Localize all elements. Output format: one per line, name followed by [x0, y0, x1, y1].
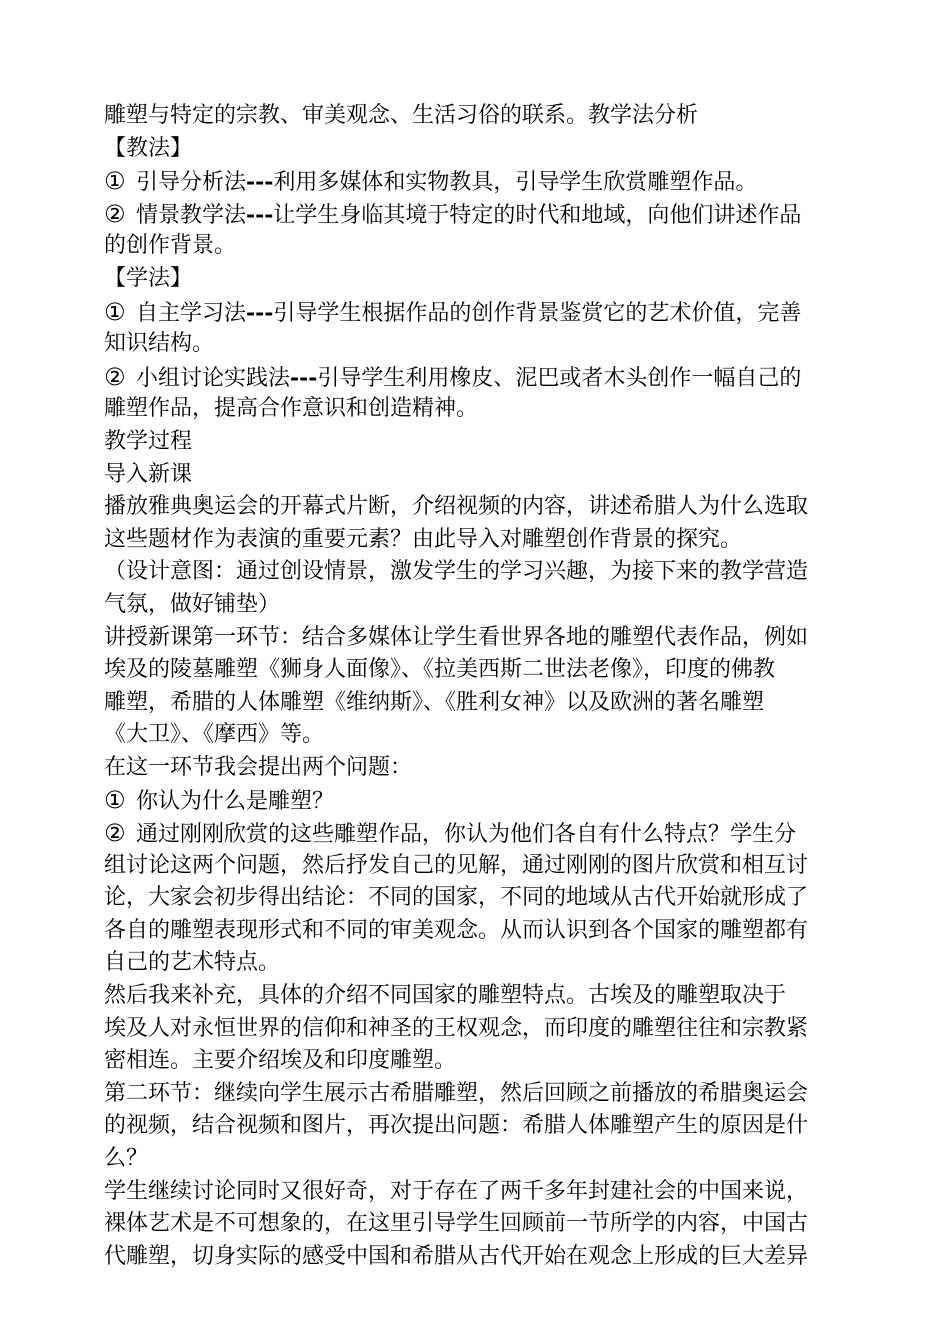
text: 雕塑与特定的宗教、审美观念、生活习俗的联系。教学法分析 — [104, 103, 699, 128]
text: 雕塑，希腊的人体雕塑《维纳斯》、《胜利女神》以及欧洲的著名雕塑 — [104, 689, 765, 715]
question-item-2 — [104, 817, 854, 850]
paragraph-line-33 — [104, 1143, 854, 1176]
text: 论，大家会初步得出结论：不同的国家，不同的地域从古代开始就形成了 — [104, 885, 809, 911]
paragraph-line-13 — [104, 491, 854, 524]
text: 么？ — [104, 1146, 149, 1171]
list-item-situational-teaching — [104, 198, 854, 231]
paragraph-line-28 — [104, 980, 854, 1013]
paragraph-line-20 — [104, 719, 854, 752]
text: 知识结构。 — [104, 331, 215, 357]
paragraph-line-14 — [104, 524, 854, 557]
text: 你认为什么是雕塑？ — [136, 789, 335, 815]
text: 《大卫》、《摩西》等。 — [104, 722, 325, 748]
text: 第二环节：继续向学生展示古希腊雕塑，然后回顾之前播放的希腊奥运会 — [104, 1080, 809, 1106]
document-body — [104, 100, 854, 1273]
list-item-self-study — [104, 296, 854, 329]
paragraph-line-21 — [104, 752, 854, 785]
text: 然后我来补充，具体的介绍不同国家的雕塑特点。古埃及的雕塑取决于 — [104, 983, 787, 1009]
text: 【学法】 — [104, 265, 193, 291]
paragraph-line-24 — [104, 850, 854, 883]
text: 讲授新课第一环节：结合多媒体让学生看世界各地的雕塑代表作品，例如 — [104, 624, 809, 650]
text: （设计意图：通过创设情景，激发学生的学习兴趣，为接下来的教学营造 — [104, 559, 809, 585]
method-name: 引导分析法 — [136, 170, 247, 196]
text: 密相连。主要介绍埃及和印度雕塑。 — [104, 1048, 457, 1074]
dash: --- — [290, 364, 318, 391]
text: 各自的雕塑表现形式和不同的审美观念。从而认识到各个国家的雕塑都有 — [104, 917, 809, 943]
paragraph-line-17 — [104, 622, 854, 655]
paragraph-line-10 — [104, 393, 854, 426]
paragraph-line-35 — [104, 1208, 854, 1241]
text: 引导学生利用橡皮、泥巴或者木头创作一幅自己的 — [317, 365, 802, 391]
text: 通过刚刚欣赏的这些雕塑作品，你认为他们各自有什么特点？学生分 — [136, 822, 797, 848]
text: 裸体艺术是不可想象的，在这里引导学生回顾前一节所学的内容，中国古 — [104, 1211, 809, 1237]
text: 让学生身临其境于特定的时代和地域，向他们讲述作品 — [273, 202, 802, 228]
circled-number-marker: ② — [104, 199, 126, 228]
circled-number-marker: ① — [104, 786, 126, 815]
list-item-guided-analysis — [104, 165, 854, 198]
heading-teaching-process — [104, 426, 854, 459]
design-intent-line-2 — [104, 589, 854, 622]
text: 引导学生根据作品的创作背景鉴赏它的艺术价值，完善 — [273, 300, 802, 326]
text: 这些题材作为表演的重要元素？由此导入对雕塑创作背景的探究。 — [104, 526, 743, 552]
circled-number-marker: ② — [104, 362, 126, 391]
text: 在这一环节我会提出两个问题： — [104, 754, 413, 780]
paragraph-line-34 — [104, 1176, 854, 1209]
text: 播放雅典奥运会的开幕式片断，介绍视频的内容，讲述希腊人为什么选取 — [104, 494, 809, 520]
circled-number-marker: ② — [104, 819, 126, 848]
circled-number-marker: ① — [104, 167, 126, 196]
heading-introduce-new-lesson — [104, 459, 854, 492]
method-name: 自主学习法 — [136, 300, 247, 326]
text: 组讨论这两个问题，然后抒发自己的见解，通过刚刚的图片欣赏和相互讨 — [104, 852, 809, 878]
text: 的创作背景。 — [104, 233, 237, 259]
text: 教学过程 — [104, 428, 193, 454]
dash: --- — [246, 201, 274, 228]
paragraph-line-30 — [104, 1045, 854, 1078]
paragraph-line-31 — [104, 1078, 854, 1111]
paragraph-line-25 — [104, 882, 854, 915]
section-heading-teaching-methods — [104, 133, 854, 166]
text: 导入新课 — [104, 461, 193, 487]
question-item-1 — [104, 784, 854, 817]
paragraph-line-36 — [104, 1241, 854, 1274]
list-item-group-discussion — [104, 361, 854, 394]
text: 代雕塑，切身实际的感受中国和希腊从古代开始在观念上形成的巨大差异 — [104, 1243, 809, 1269]
text: 的视频，结合视频和图片，再次提出问题：希腊人体雕塑产生的原因是什 — [104, 1113, 809, 1139]
section-heading-learning-methods — [104, 263, 854, 296]
design-intent-line-1 — [104, 556, 854, 589]
text: 气氛，做好铺垫） — [104, 591, 281, 617]
text: 埃及人对永恒世界的信仰和神圣的王权观念，而印度的雕塑往往和宗教紧 — [104, 1015, 809, 1041]
text: 利用多媒体和实物教具，引导学生欣赏雕塑作品。 — [273, 170, 758, 196]
paragraph-line-26 — [104, 915, 854, 948]
paragraph-line-29 — [104, 1013, 854, 1046]
text: 【教法】 — [104, 135, 193, 161]
method-name: 小组讨论实践法 — [136, 365, 291, 391]
text: 自己的艺术特点。 — [104, 950, 281, 976]
dash: --- — [246, 299, 274, 326]
text: 雕塑作品，提高合作意识和创造精神。 — [104, 396, 479, 422]
paragraph-line-5 — [104, 230, 854, 263]
paragraph-line-19 — [104, 687, 854, 720]
circled-number-marker: ① — [104, 297, 126, 326]
method-name: 情景教学法 — [136, 202, 247, 228]
text: 学生继续讨论同时又很好奇，对于存在了两千多年封建社会的中国来说， — [104, 1178, 809, 1204]
text: 埃及的陵墓雕塑《狮身人面像》、《拉美西斯二世法老像》，印度的佛教 — [104, 657, 776, 683]
paragraph-line-32 — [104, 1110, 854, 1143]
paragraph-line-1 — [104, 100, 854, 133]
paragraph-line-18 — [104, 654, 854, 687]
paragraph-line-27 — [104, 947, 854, 980]
dash: --- — [246, 169, 274, 196]
paragraph-line-8 — [104, 328, 854, 361]
